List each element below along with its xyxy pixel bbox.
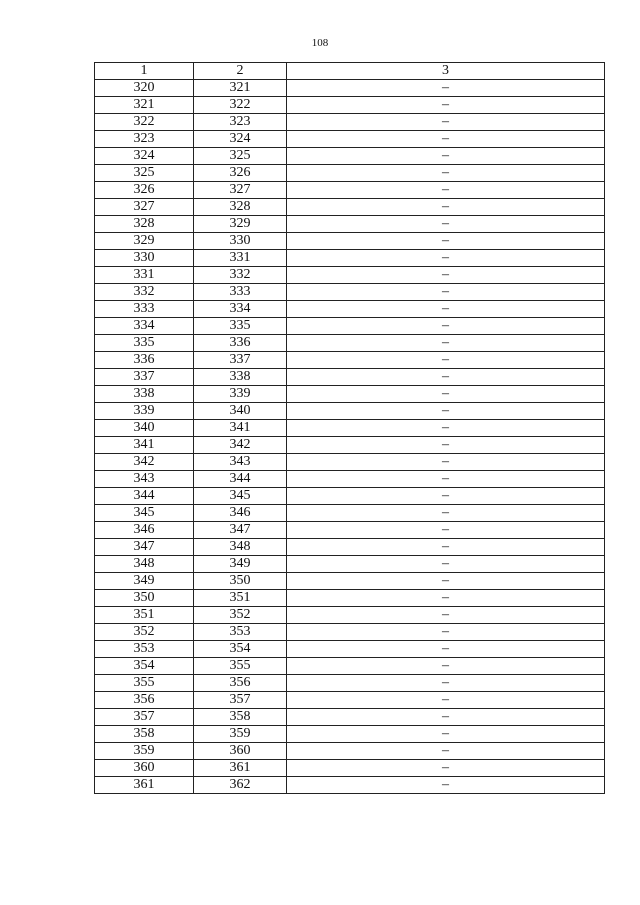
- table-cell-col-1: 324: [95, 148, 194, 165]
- table-cell-col-3: –: [287, 760, 605, 777]
- table-cell-col-1: 340: [95, 420, 194, 437]
- table-row: [95, 352, 605, 369]
- table-cell-col-3: –: [287, 199, 605, 216]
- table-row: [95, 97, 605, 114]
- table-cell-col-1: 322: [95, 114, 194, 131]
- table-cell-col-1: 354: [95, 658, 194, 675]
- table-cell-col-2: 359: [194, 726, 287, 743]
- table-row: [95, 250, 605, 267]
- table-row: [95, 318, 605, 335]
- table-row: [95, 471, 605, 488]
- table-header: [95, 63, 605, 80]
- table-cell-col-1: 326: [95, 182, 194, 199]
- table-row: [95, 743, 605, 760]
- table-cell-col-3: –: [287, 420, 605, 437]
- table-row: [95, 709, 605, 726]
- table-cell-col-2: 337: [194, 352, 287, 369]
- table-cell-col-1: 336: [95, 352, 194, 369]
- table-cell-col-3: –: [287, 131, 605, 148]
- table-cell-col-1: 358: [95, 726, 194, 743]
- table-cell-col-1: 335: [95, 335, 194, 352]
- table-body: [95, 80, 605, 794]
- table-row: [95, 284, 605, 301]
- table-cell-col-2: 333: [194, 284, 287, 301]
- table-cell-col-1: 333: [95, 301, 194, 318]
- table-cell-col-1: 337: [95, 369, 194, 386]
- table-cell-col-1: 357: [95, 709, 194, 726]
- table-cell-col-2: 355: [194, 658, 287, 675]
- table-cell-col-2: 330: [194, 233, 287, 250]
- table-cell-col-3: –: [287, 573, 605, 590]
- table-cell-col-2: 321: [194, 80, 287, 97]
- table-cell-col-2: 344: [194, 471, 287, 488]
- table-cell-col-1: 339: [95, 403, 194, 420]
- table-cell-col-2: 329: [194, 216, 287, 233]
- table-cell-col-3: –: [287, 301, 605, 318]
- table-row: [95, 403, 605, 420]
- table-cell-col-3: –: [287, 386, 605, 403]
- table-row: [95, 114, 605, 131]
- table-cell-col-2: 331: [194, 250, 287, 267]
- table-cell-col-1: 320: [95, 80, 194, 97]
- table-cell-col-3: –: [287, 641, 605, 658]
- table-cell-col-3: –: [287, 522, 605, 539]
- table-cell-col-3: –: [287, 335, 605, 352]
- table-row: [95, 216, 605, 233]
- table-cell-col-1: 350: [95, 590, 194, 607]
- table-cell-col-2: 324: [194, 131, 287, 148]
- table-cell-col-3: –: [287, 743, 605, 760]
- table-cell-col-3: –: [287, 352, 605, 369]
- table-row: [95, 131, 605, 148]
- table-row: [95, 386, 605, 403]
- table-row: [95, 233, 605, 250]
- table-cell-col-3: –: [287, 471, 605, 488]
- table-cell-col-3: –: [287, 114, 605, 131]
- table-header-row: [95, 63, 605, 80]
- table-cell-col-3: –: [287, 607, 605, 624]
- table-row: [95, 607, 605, 624]
- table-cell-col-3: –: [287, 777, 605, 794]
- table-cell-col-3: –: [287, 488, 605, 505]
- table-row: [95, 777, 605, 794]
- table-cell-col-1: 352: [95, 624, 194, 641]
- table-cell-col-1: 346: [95, 522, 194, 539]
- table-row: [95, 624, 605, 641]
- table-cell-col-1: 332: [95, 284, 194, 301]
- table-cell-col-3: –: [287, 675, 605, 692]
- column-header-3: 3: [287, 63, 605, 80]
- table-cell-col-1: 351: [95, 607, 194, 624]
- table-cell-col-2: 354: [194, 641, 287, 658]
- table-cell-col-3: –: [287, 505, 605, 522]
- table-row: [95, 692, 605, 709]
- table-cell-col-1: 356: [95, 692, 194, 709]
- table-cell-col-1: 342: [95, 454, 194, 471]
- table-cell-col-1: 359: [95, 743, 194, 760]
- table-cell-col-2: 336: [194, 335, 287, 352]
- column-header-2: 2: [194, 63, 287, 80]
- table-cell-col-3: –: [287, 216, 605, 233]
- column-header-1: 1: [95, 63, 194, 80]
- table-cell-col-2: 322: [194, 97, 287, 114]
- table-cell-col-1: 330: [95, 250, 194, 267]
- table-cell-col-2: 353: [194, 624, 287, 641]
- table-cell-col-2: 339: [194, 386, 287, 403]
- table-cell-col-3: –: [287, 709, 605, 726]
- table-cell-col-3: –: [287, 437, 605, 454]
- table-cell-col-3: –: [287, 692, 605, 709]
- table-cell-col-2: 340: [194, 403, 287, 420]
- table-row: [95, 199, 605, 216]
- table-cell-col-1: 349: [95, 573, 194, 590]
- table-cell-col-2: 347: [194, 522, 287, 539]
- table-cell-col-2: 350: [194, 573, 287, 590]
- table-row: [95, 335, 605, 352]
- table-row: [95, 165, 605, 182]
- table-cell-col-2: 361: [194, 760, 287, 777]
- table-row: [95, 301, 605, 318]
- table-row: [95, 539, 605, 556]
- table-cell-col-1: 329: [95, 233, 194, 250]
- table-cell-col-3: –: [287, 624, 605, 641]
- table-cell-col-1: 355: [95, 675, 194, 692]
- table-cell-col-1: 361: [95, 777, 194, 794]
- table-cell-col-3: –: [287, 556, 605, 573]
- table-cell-col-3: –: [287, 97, 605, 114]
- data-table: [94, 62, 605, 794]
- table-cell-col-1: 360: [95, 760, 194, 777]
- table-cell-col-3: –: [287, 250, 605, 267]
- table-cell-col-1: 344: [95, 488, 194, 505]
- table-cell-col-2: 338: [194, 369, 287, 386]
- table-cell-col-2: 325: [194, 148, 287, 165]
- table-cell-col-2: 362: [194, 777, 287, 794]
- table-cell-col-2: 357: [194, 692, 287, 709]
- table-cell-col-1: 343: [95, 471, 194, 488]
- table-cell-col-3: –: [287, 454, 605, 471]
- table-cell-col-2: 356: [194, 675, 287, 692]
- table-row: [95, 760, 605, 777]
- table-cell-col-3: –: [287, 403, 605, 420]
- table-cell-col-2: 326: [194, 165, 287, 182]
- table-cell-col-3: –: [287, 726, 605, 743]
- table-cell-col-2: 346: [194, 505, 287, 522]
- table-cell-col-3: –: [287, 539, 605, 556]
- table-cell-col-2: 323: [194, 114, 287, 131]
- table-cell-col-1: 341: [95, 437, 194, 454]
- table-row: [95, 522, 605, 539]
- table-row: [95, 148, 605, 165]
- table-cell-col-1: 331: [95, 267, 194, 284]
- table-row: [95, 182, 605, 199]
- table-cell-col-2: 328: [194, 199, 287, 216]
- table-row: [95, 369, 605, 386]
- table-row: [95, 675, 605, 692]
- table-cell-col-3: –: [287, 80, 605, 97]
- table-cell-col-1: 328: [95, 216, 194, 233]
- table-cell-col-2: 327: [194, 182, 287, 199]
- table-cell-col-2: 348: [194, 539, 287, 556]
- table-row: [95, 726, 605, 743]
- page-number: 108: [311, 37, 329, 49]
- table-row: [95, 556, 605, 573]
- table-row: [95, 437, 605, 454]
- table-cell-col-2: 352: [194, 607, 287, 624]
- table-row: [95, 454, 605, 471]
- table-row: [95, 573, 605, 590]
- table-cell-col-3: –: [287, 165, 605, 182]
- table-cell-col-2: 343: [194, 454, 287, 471]
- table-cell-col-2: 341: [194, 420, 287, 437]
- table-cell-col-1: 338: [95, 386, 194, 403]
- table-cell-col-1: 334: [95, 318, 194, 335]
- table-cell-col-1: 348: [95, 556, 194, 573]
- table-cell-col-3: –: [287, 318, 605, 335]
- table-cell-col-2: 360: [194, 743, 287, 760]
- table-row: [95, 267, 605, 284]
- table-cell-col-1: 327: [95, 199, 194, 216]
- table-cell-col-3: –: [287, 369, 605, 386]
- table-cell-col-3: –: [287, 284, 605, 301]
- table-cell-col-2: 342: [194, 437, 287, 454]
- table-cell-col-2: 332: [194, 267, 287, 284]
- table-cell-col-1: 321: [95, 97, 194, 114]
- table-row: [95, 420, 605, 437]
- table-row: [95, 658, 605, 675]
- table-row: [95, 80, 605, 97]
- table-cell-col-1: 325: [95, 165, 194, 182]
- table-cell-col-3: –: [287, 182, 605, 199]
- table-row: [95, 488, 605, 505]
- table-cell-col-2: 345: [194, 488, 287, 505]
- table-cell-col-3: –: [287, 233, 605, 250]
- table-cell-col-1: 345: [95, 505, 194, 522]
- table-cell-col-1: 323: [95, 131, 194, 148]
- table-cell-col-2: 358: [194, 709, 287, 726]
- table-cell-col-3: –: [287, 590, 605, 607]
- table-cell-col-3: –: [287, 658, 605, 675]
- table-cell-col-2: 351: [194, 590, 287, 607]
- table-cell-col-3: –: [287, 267, 605, 284]
- table-cell-col-2: 335: [194, 318, 287, 335]
- table-cell-col-2: 334: [194, 301, 287, 318]
- table-cell-col-2: 349: [194, 556, 287, 573]
- table-cell-col-1: 347: [95, 539, 194, 556]
- table-row: [95, 505, 605, 522]
- table-cell-col-1: 353: [95, 641, 194, 658]
- table-cell-col-3: –: [287, 148, 605, 165]
- table-row: [95, 590, 605, 607]
- table-row: [95, 641, 605, 658]
